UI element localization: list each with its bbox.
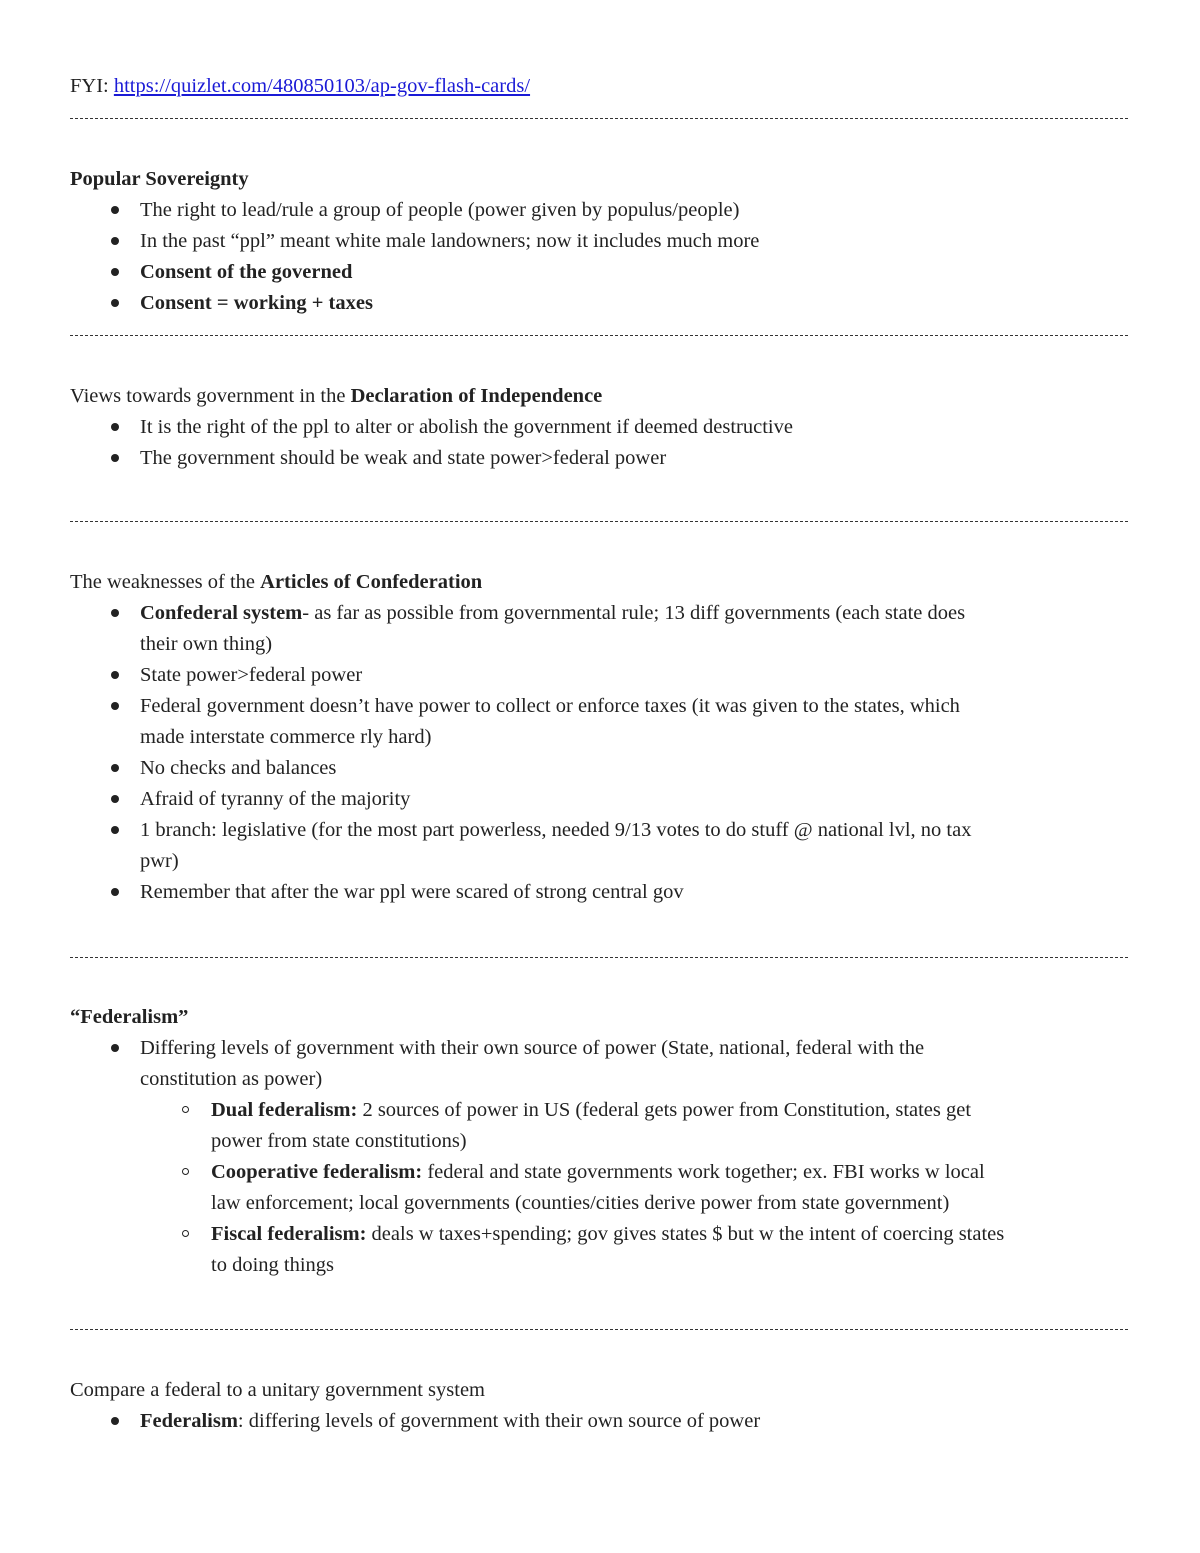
sub-list-item-continuation: law enforcement; local governments (counties/cities derive power from state government) (211, 1192, 950, 1214)
term-bold: Fiscal federalism: (211, 1223, 367, 1245)
bullet-icon (111, 206, 119, 214)
list-item: No checks and balances (140, 757, 337, 779)
sub-list-item-continuation: power from state constitutions) (211, 1130, 467, 1152)
item-text: 2 sources of power in US (federal gets power from Constitution, states get (357, 1099, 972, 1121)
sub-list-item (211, 1219, 1004, 1250)
term-bold: Cooperative federalism: (211, 1161, 423, 1183)
item-text: - as far as possible from governmental rule; 13 diff governments (each state does (302, 602, 966, 624)
compare-heading: Compare a federal to a unitary government system (70, 1379, 485, 1401)
popular-sovereignty-heading: Popular Sovereignty (70, 168, 249, 190)
section-divider (70, 335, 1128, 336)
list-item (140, 598, 965, 629)
bullet-icon (111, 454, 119, 462)
bullet-icon (111, 826, 119, 834)
list-item: Differing levels of government with their own source of power (State, national, federal with the (140, 1037, 925, 1059)
declaration-heading (70, 381, 602, 412)
list-item: It is the right of the ppl to alter or abolish the government if deemed destructive (140, 416, 793, 438)
item-text: deals w taxes+spending; gov gives states $ but w the intent of coercing states (366, 1223, 1005, 1245)
heading-bold: Articles of Confederation (260, 571, 483, 593)
term-bold: Dual federalism: (211, 1099, 358, 1121)
list-item: The right to lead/rule a group of people (power given by populus/people) (140, 199, 740, 221)
fyi-label: FYI: (70, 75, 114, 97)
bullet-icon (111, 268, 119, 276)
list-item: Remember that after the war ppl were scared of strong central gov (140, 881, 684, 903)
heading-prefix: Views towards government in the (70, 385, 351, 407)
list-item-continuation: their own thing) (140, 633, 273, 655)
section-divider (70, 1329, 1128, 1330)
bullet-icon (111, 237, 119, 245)
term-bold: Confederal system (140, 602, 303, 624)
articles-heading (70, 567, 482, 598)
bullet-icon (111, 764, 119, 772)
bullet-icon (111, 1044, 119, 1052)
heading-bold: Declaration of Independence (350, 385, 603, 407)
list-item-continuation: pwr) (140, 850, 179, 872)
bullet-icon (111, 1417, 119, 1425)
list-item: Afraid of tyranny of the majority (140, 788, 411, 810)
list-item (140, 1406, 760, 1437)
bullet-icon (111, 795, 119, 803)
list-item: 1 branch: legislative (for the most part powerless, needed 9/13 votes to do stuff @ national lvl, no tax (140, 819, 972, 841)
list-item-continuation: made interstate commerce rly hard) (140, 726, 432, 748)
bullet-icon (111, 702, 119, 710)
quizlet-link[interactable]: https://quizlet.com/480850103/ap-gov-flash-cards/ (113, 75, 531, 97)
list-item: Consent of the governed (140, 261, 353, 283)
list-item: In the past “ppl” meant white male landowners; now it includes much more (140, 230, 760, 252)
sub-list-item-continuation: to doing things (211, 1254, 335, 1276)
list-item: State power>federal power (140, 664, 363, 686)
bullet-icon (111, 423, 119, 431)
sub-list-item (211, 1095, 971, 1126)
list-item-continuation: constitution as power) (140, 1068, 323, 1090)
bullet-icon (111, 888, 119, 896)
term-bold: Federalism (140, 1410, 238, 1432)
sub-bullet-icon (182, 1168, 189, 1175)
sub-bullet-icon (182, 1230, 189, 1237)
sub-list-item (211, 1157, 985, 1188)
section-divider (70, 118, 1128, 119)
bullet-icon (111, 671, 119, 679)
sub-bullet-icon (182, 1106, 189, 1113)
federalism-heading: “Federalism” (70, 1006, 189, 1028)
fyi-line (70, 71, 530, 102)
list-item: Consent = working + taxes (140, 292, 373, 314)
list-item: Federal government doesn’t have power to collect or enforce taxes (it was given to the states, which (140, 695, 960, 717)
list-item: The government should be weak and state power>federal power (140, 447, 667, 469)
item-text: federal and state governments work together; ex. FBI works w local (422, 1161, 985, 1183)
bullet-icon (111, 299, 119, 307)
section-divider (70, 957, 1128, 958)
bullet-icon (111, 609, 119, 617)
item-text: : differing levels of government with their own source of power (237, 1410, 761, 1432)
section-divider (70, 521, 1128, 522)
heading-prefix: The weaknesses of the (70, 571, 261, 593)
